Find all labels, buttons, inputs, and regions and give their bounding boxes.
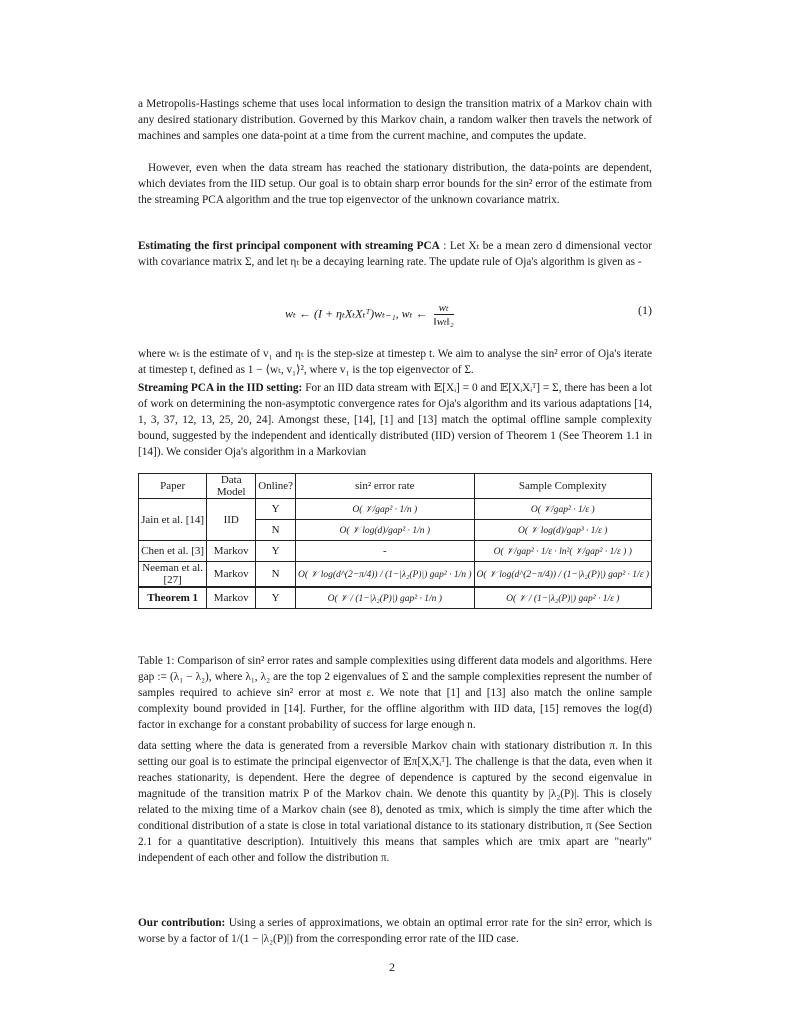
cell-rate: O( 𝒱/gap² · 1/n ) <box>296 499 474 520</box>
table-caption: Table 1: Comparison of sin² error rates and sample complexities using different data models and algorithms. Here gap := (λ₁ − λ₂), where λ₁, λ₂ are the top 2 eigenvalues of Σ and the sample complexities represent the number of samples required to achieve sin² error at most ε. We note that [1] and [13] also match the online sample complexity bound provided in [14]. Further, for the offline algorithm with IID data, [15] removes the log(d) factor in exchange for a constant probability of success for large enough n. <box>138 655 652 731</box>
text-estimating: : Let Xₜ be a mean zero d dimensional vector with covariance matrix Σ, and let ηₜ be a decaying learning rate. The update rule of Oja's algorithm is given as - <box>138 240 652 268</box>
cell-rate: O( 𝒱 log(d)/gap² · 1/n ) <box>296 520 474 541</box>
header-error-rate: sin² error rate <box>296 474 474 499</box>
cell-rate: - <box>296 541 474 562</box>
cell-online: Y <box>256 541 296 562</box>
header-online: Online? <box>256 474 296 499</box>
cell-paper <box>139 587 207 609</box>
cell-complexity: O( 𝒱/gap² · 1/ε · ln²( 𝒱/gap² · 1/ε ) ) <box>474 541 651 562</box>
paragraph-sin-error: where wₜ is the estimate of v₁ and ηₜ is the step-size at timestep t. We aim to analyse the sin² error of Oja's iterate at timestep t, defined as 1 − ⟨wₜ, v₁⟩², where v₁ is the top eigenvector of Σ. <box>138 348 652 376</box>
equation-oja-update <box>138 287 652 337</box>
cell-rate: O( 𝒱 / (1−|λ₂(P)|) gap² · 1/n ) <box>296 587 474 609</box>
equation-body <box>285 301 454 328</box>
page-number: 2 <box>389 960 395 974</box>
table-row <box>139 587 652 609</box>
cell-complexity: O( 𝒱 log(d)/gap³ · 1/ε ) <box>474 520 651 541</box>
cell-model: IID <box>207 499 256 541</box>
cell-complexity: O( 𝒱/gap² · 1/ε ) <box>474 499 651 520</box>
paragraph-markov: data setting where the data is generated from a reversible Markov chain with stationary distribution π. In this setting our goal is to estimate the principal eigenvector of 𝔼π[XᵢXᵢᵀ]. The challenge is that the data, even when it reaches stationarity, is dependent. Here the degree of dependence is captured by the second eigenvalue in magnitude of the transition matrix P of the Markov chain. We denote this quantity by |λ₂(P)|. This is closely related to the mixing time of a Markov chain (see 8), denoted as τmix, which is simply the time after which the conditional distribution of a state is close in total variational distance to its stationary distribution, π (See Section 2.1 for a quantitative description). Intuitively this means that samples which are τmix apart are "nearly" independent of each other and follow the distribution π. <box>138 740 652 864</box>
equation-numerator: wₜ <box>434 301 454 315</box>
cell-online: Y <box>256 499 296 520</box>
cell-model: Markov <box>207 562 256 588</box>
text-iid: For an IID data stream with 𝔼[Xᵢ] = 0 and 𝔼[XᵢXᵢᵀ] = Σ, there has been a lot of work on determining the non-asymptotic convergence rates for Oja's algorithm and its various adaptations [14, 1, 3, 37, 12, 13, 25, 20, 24]. Amongst these, [14], [1] and [13] match the optimal offline sample complexity bound, suggested by the independent and identically distributed (IID) version of Theorem 1 (See Theorem 1.1 in [14]). We consider Oja's algorithm in a Markovian <box>138 382 652 458</box>
text-contribution: Using a series of approximations, we obtain an optimal error rate for the sin² error, which is worse by a factor of 1/(1 − |λ₂(P)|) from the corresponding error rate of the IID case. <box>138 917 652 945</box>
table-row <box>139 562 652 588</box>
cell-paper-bold: Theorem 1 <box>147 592 199 604</box>
cell-paper: Chen et al. [3] <box>139 541 207 562</box>
heading-iid: Streaming PCA in the IID setting: <box>138 382 303 394</box>
cell-online: N <box>256 562 296 588</box>
comparison-table <box>138 473 652 609</box>
table-row <box>139 541 652 562</box>
heading-contribution: Our contribution: <box>138 917 226 929</box>
equation-lhs: wₜ ← (I + ηₜXₜXₜᵀ)wₜ₋₁, wₜ ← <box>285 306 428 321</box>
cell-rate: O( 𝒱 log(d^(2−π/4)) / (1−|λ₂(P)|) gap² · 1/n ) <box>296 562 474 588</box>
cell-complexity: O( 𝒱 log(d^(2−π/4)) / (1−|λ₂(P)|) gap² · 1/ε ) <box>474 562 651 588</box>
paragraph-iid <box>138 380 652 460</box>
paragraph-oja-setup <box>138 238 652 270</box>
cell-online: Y <box>256 587 296 609</box>
cell-model: Markov <box>207 541 256 562</box>
equation-number: (1) <box>638 303 652 317</box>
cell-paper: Jain et al. [14] <box>139 499 207 541</box>
paragraph-goal: However, even when the data stream has reached the stationary distribution, the data-points are dependent, which deviates from the IID setup. Our goal is to obtain sharp error bounds for the sin² error of the estimate from the streaming PCA algorithm and the true top eigenvector of the unknown covariance matrix. <box>138 162 652 206</box>
equation-denominator: ‖wₜ‖₂ <box>433 316 454 328</box>
header-paper: Paper <box>139 474 207 499</box>
paragraph-contribution <box>138 915 652 947</box>
paragraph-intro: a Metropolis-Hastings scheme that uses local information to design the transition matrix of a Markov chain with any desired stationary distribution. Governed by this Markov chain, a random walker then travels the network of machines and samples one data-point at a time from the current machine, and computes the update. <box>138 98 652 142</box>
table-header-row <box>139 474 652 499</box>
cell-online: N <box>256 520 296 541</box>
equation-fraction <box>434 301 454 328</box>
cell-paper: Neeman et al. [27] <box>139 562 207 588</box>
cell-complexity: O( 𝒱 / (1−|λ₂(P)|) gap² · 1/ε ) <box>474 587 651 609</box>
cell-model: Markov <box>207 587 256 609</box>
table-row <box>139 499 652 520</box>
header-sample-complexity: Sample Complexity <box>474 474 651 499</box>
heading-estimating: Estimating the first principal component with streaming PCA <box>138 240 440 252</box>
header-data-model: Data Model <box>207 474 256 499</box>
